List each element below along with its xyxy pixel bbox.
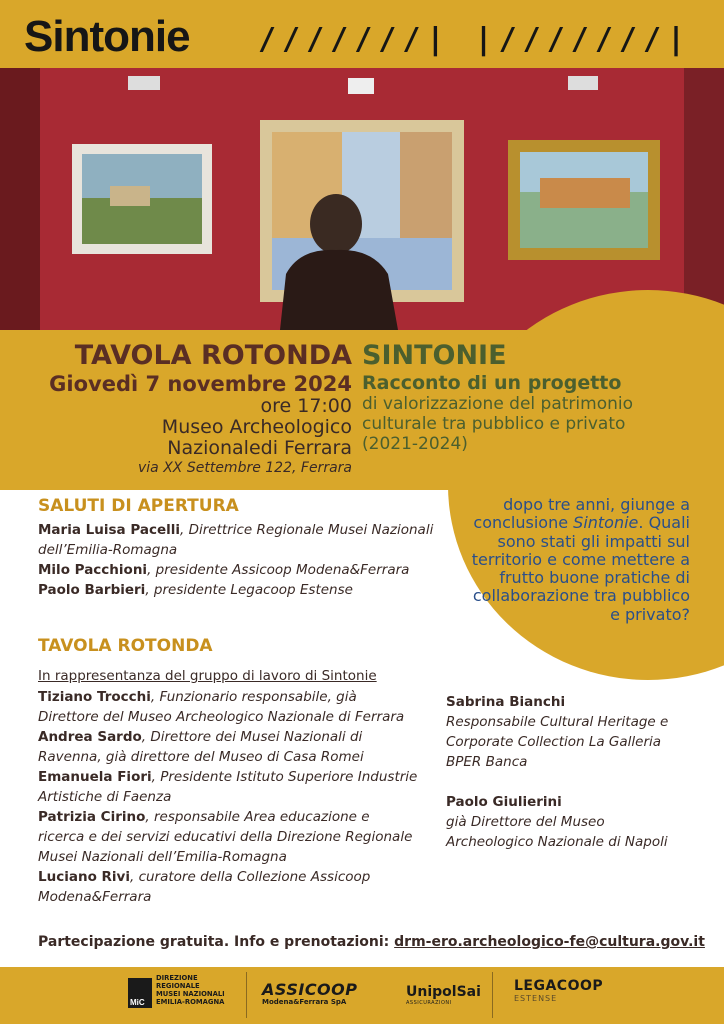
unipolsai-logo bbox=[406, 984, 481, 1006]
list-item bbox=[38, 560, 438, 580]
question-text-before: dopo tre anni, giunge a conclusione bbox=[473, 495, 690, 533]
list-item bbox=[38, 520, 438, 560]
welcome-title: SALUTI DI APERTURA bbox=[38, 496, 239, 516]
brand-title: Sintonie bbox=[24, 12, 190, 61]
assicoop-name: ASSICOOP bbox=[262, 980, 358, 999]
participation-note bbox=[38, 934, 705, 950]
person-name: Luciano Rivi bbox=[38, 869, 130, 885]
question-text bbox=[464, 496, 690, 624]
welcome-list bbox=[38, 520, 438, 600]
question-text-after: . Quali sono stati gli impatti sul territorio e come mettere a frutto buone pratiche di collaborazione tra pubblico e privato? bbox=[471, 513, 690, 624]
person-role: , Direttore dei Musei Nazionali di Ravenna, già direttore del Museo di Casa Romei bbox=[38, 729, 364, 765]
person-name: Patrizia Cirino bbox=[38, 809, 146, 825]
person-name: Andrea Sardo bbox=[38, 729, 142, 745]
project-line: di valorizzazione del patrimonio bbox=[362, 394, 634, 414]
person-name: Milo Pacchioni bbox=[38, 562, 148, 578]
list-item bbox=[446, 792, 696, 852]
person-role: , Direttrice Regionale Musei Nazionali dell’Emilia-Romagna bbox=[38, 522, 434, 558]
list-item bbox=[38, 580, 438, 600]
person-role: già Direttore del Museo Archeologico Nazionale di Napoli bbox=[446, 814, 668, 850]
mic-logo-line: EMILIA-ROMAGNA bbox=[156, 998, 225, 1006]
round-table-intro: In rappresentanza del gruppo di lavoro di Sintonie bbox=[38, 668, 377, 684]
person-name: Paolo Giulierini bbox=[446, 794, 562, 810]
list-item bbox=[38, 807, 418, 867]
event-address: via XX Settembre 122, Ferrara bbox=[138, 460, 352, 476]
event-details bbox=[0, 340, 352, 477]
list-item bbox=[38, 867, 418, 907]
legacoop-sub: ESTENSE bbox=[514, 994, 558, 1003]
person-name: Maria Luisa Pacelli bbox=[38, 522, 181, 538]
event-venue-line2: Nazionaledi Ferrara bbox=[167, 437, 352, 459]
person-role: , Presidente Istituto Superiore Industrie Artistiche di Faenza bbox=[38, 769, 418, 805]
project-line: (2021-2024) bbox=[362, 434, 468, 454]
mic-mark-text: MiC bbox=[130, 998, 145, 1007]
legacoop-logo bbox=[514, 978, 624, 1003]
project-details bbox=[362, 340, 702, 454]
assicoop-logo bbox=[262, 982, 382, 1006]
person-name: Tiziano Trocchi bbox=[38, 689, 151, 705]
legacoop-name: LEGACOOP bbox=[514, 978, 604, 994]
list-item bbox=[446, 692, 696, 772]
participation-text: Partecipazione gratuita. Info e prenotazioni: bbox=[38, 934, 395, 950]
guest-list bbox=[446, 692, 696, 852]
project-title: SINTONIE bbox=[362, 340, 507, 371]
logo-divider bbox=[246, 972, 247, 1018]
round-table-title: TAVOLA ROTONDA bbox=[38, 636, 213, 656]
header-bar bbox=[0, 0, 724, 68]
list-item bbox=[38, 767, 418, 807]
question-emphasis: Sintonie bbox=[573, 513, 639, 533]
painting-left bbox=[72, 144, 212, 254]
person-role: , presidente Legacoop Estense bbox=[145, 582, 353, 598]
mic-logo-text bbox=[156, 974, 246, 1006]
gallery-side-wall bbox=[0, 68, 40, 330]
person-name: Emanuela Fiori bbox=[38, 769, 152, 785]
person-role: , responsabile Area educazione e ricerca e dei servizi educativi della Direzione Regionale Musei Nazionali dell’Emilia-Romagna bbox=[38, 809, 413, 865]
mic-logo-line: DIREZIONE bbox=[156, 974, 198, 982]
round-table-list bbox=[38, 687, 418, 907]
event-title: TAVOLA ROTONDA bbox=[74, 340, 352, 371]
person-role: , Funzionario responsabile, già Direttore del Museo Archeologico Nazionale di Ferrara bbox=[38, 689, 405, 725]
person-role: Responsabile Cultural Heritage e Corporate Collection La Galleria BPER Banca bbox=[446, 714, 669, 770]
project-subtitle: Racconto di un progetto bbox=[362, 372, 622, 394]
project-line: culturale tra pubblico e privato bbox=[362, 414, 626, 434]
unipolsai-sub: ASSICURAZIONI bbox=[406, 1000, 452, 1006]
unipolsai-name: UnipolSai bbox=[406, 984, 481, 1000]
gallery-photo bbox=[0, 68, 724, 330]
person-role: , curatore della Collezione Assicoop Modena&Ferrara bbox=[38, 869, 371, 905]
person-name: Sabrina Bianchi bbox=[446, 694, 566, 710]
brand-slashes: ///////| |///////| bbox=[258, 22, 692, 57]
person-name: Paolo Barbieri bbox=[38, 582, 146, 598]
gallery-photo-illustration bbox=[0, 68, 724, 330]
event-date: Giovedì 7 novembre 2024 bbox=[49, 372, 352, 396]
logo-divider bbox=[390, 972, 391, 1018]
list-item bbox=[38, 687, 418, 727]
list-item bbox=[38, 727, 418, 767]
contact-email-link[interactable]: drm-ero.archeologico-fe@cultura.gov.it bbox=[394, 934, 705, 950]
mic-logo-line: REGIONALE bbox=[156, 982, 200, 990]
event-venue-line1: Museo Archeologico bbox=[161, 416, 352, 438]
assicoop-sub: Modena&Ferrara SpA bbox=[262, 998, 347, 1006]
mic-mark-icon bbox=[128, 978, 152, 1008]
person-role: , presidente Assicoop Modena&Ferrara bbox=[147, 562, 410, 578]
logo-divider bbox=[492, 972, 493, 1018]
painting-right bbox=[508, 140, 660, 260]
event-time: ore 17:00 bbox=[260, 395, 352, 417]
mic-logo-line: MUSEI NAZIONALI bbox=[156, 990, 225, 998]
